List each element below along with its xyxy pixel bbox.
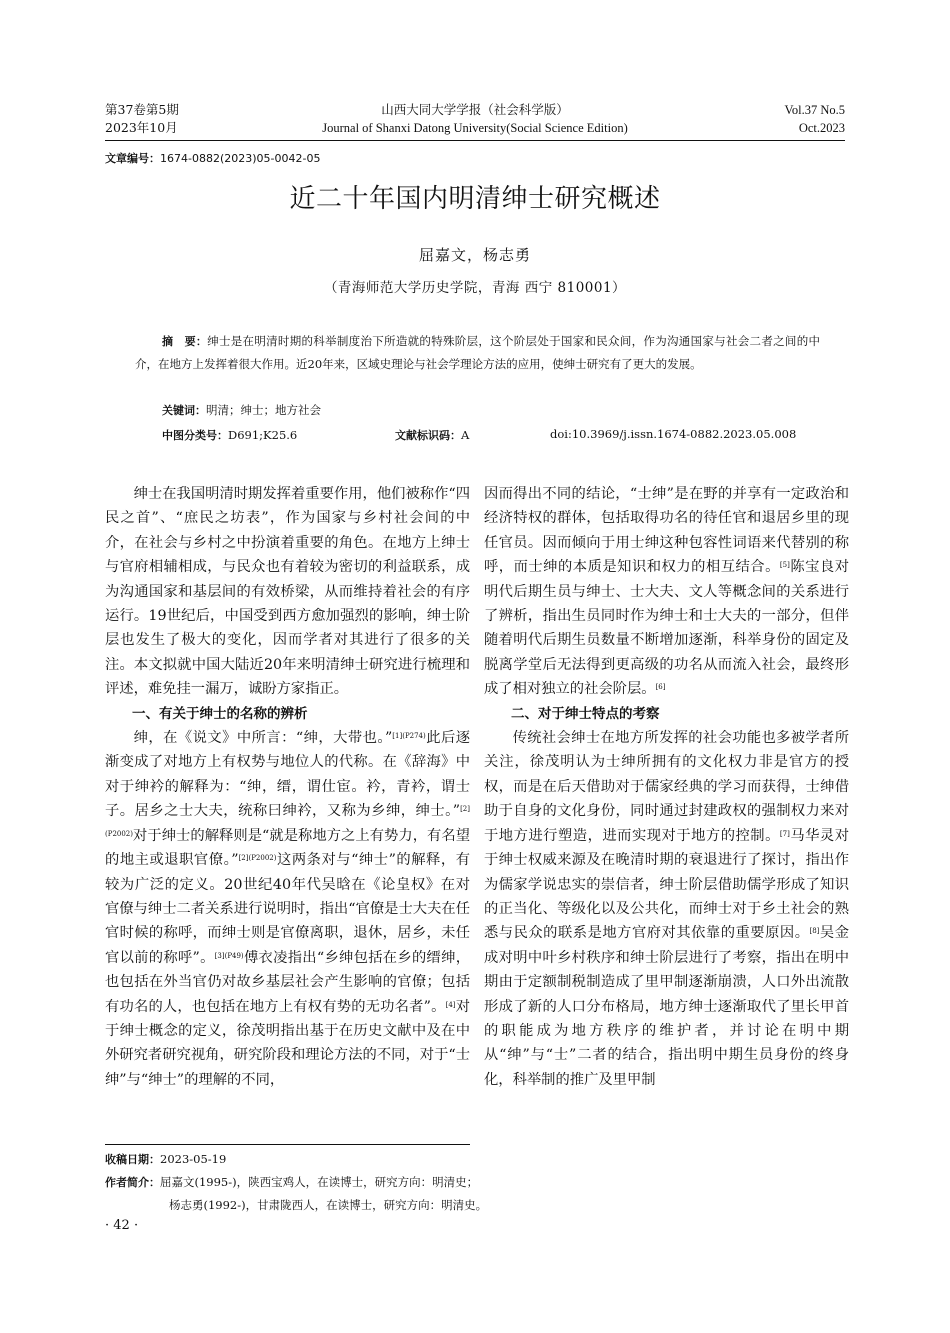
keywords-value: 明清；绅士；地方社会 [206,403,321,417]
citation-ref[interactable]: [6] [655,683,666,692]
bio-line-1: 屈嘉文(1995-)，陕西宝鸡人，在读博士，研究方向：明清史； [160,1175,479,1189]
volume-en: Vol.37 No.5 [784,103,845,117]
paragraph-characteristics [484,726,849,1092]
citation-ref[interactable]: [5] [779,561,790,570]
received-date [105,1148,845,1171]
received-value: 2023-05-19 [160,1152,227,1166]
paragraph-definition [105,726,470,1092]
citation-ref[interactable]: [8] [809,927,820,936]
text-segment: 傅衣凌指出“乡绅包括在乡的缙绅，也包括在外当官仍对故乡基层社会产生影响的官僚；包括有功名的人，也包括在地方上有权有势的无功名者”。 [105,949,470,1015]
section-heading-2: 二、对于绅士特点的考察 [511,705,660,722]
bio-line-2: 杨志勇(1992-)，甘肃陇西人，在读博士，研究方向：明清史。 [169,1198,488,1212]
text-segment: 此后逐渐变成了对地方上有权势与地位人的代称。在《辞海》中对于绅衿的解释为：“绅，缙，谓仕宦。衿，青衿，谓士子。居乡之士大夫，统称曰绅衿，又称为乡绅，绅士。” [105,730,471,820]
abstract-text: 绅士是在明清时期的科举制度治下所造就的特殊阶层，这个阶层处于国家和民众间，作为沟通国家与社会二者之间的中介，在地方上发挥着很大作用。近20年来，区域史理论与社会学理论方法的应用，使绅士研究有了更大的发展。 [135,334,821,371]
journal-cn: 山西大同大学学报（社会科学版） [381,102,569,117]
keywords [162,402,321,418]
text-segment: 对于绅士的解释则是“就是称地方之上有势力，有名望的地主或退职官僚。” [105,827,470,869]
citation-ref[interactable]: [4] [445,1000,456,1009]
document-id-label: 文献标识码： [395,429,461,442]
document-id-value: A [461,428,470,442]
citation-ref[interactable]: [3](P49) [214,951,244,960]
received-label: 收稿日期： [105,1153,160,1166]
paragraph-continued [484,482,849,702]
header-center [300,101,650,137]
clc-value: D691;K25.6 [228,428,298,442]
header-rule [105,140,845,141]
clc-label: 中图分类号： [162,429,228,442]
authors: 屈嘉文，杨志勇 [418,246,531,264]
text-segment: 这两条对与“绅士”的解释，有较为广泛的定义。20世纪40年代吴晗在《论皇权》在对官僚与绅士二者关系进行说明时，指出“官僚是士大夫在任官时候的称呼，而绅士则是官僚离职，退休，居乡，未任官以前的称呼”。 [105,852,470,966]
bio-label: 作者简介： [105,1176,160,1189]
keywords-label: 关键词： [162,404,206,417]
document-id [395,427,469,443]
header-left [105,101,179,137]
citation-ref[interactable]: [1](P274) [392,732,426,741]
text-segment: 绅，在《说文》中所言：“绅，大带也。” [133,730,393,747]
page-number: · 42 · [105,1218,139,1233]
citation-ref[interactable]: [7] [779,829,790,838]
date-cn: 2023年10月 [105,120,178,135]
abstract [135,330,820,376]
footnotes [105,1148,845,1216]
text-segment: 传统社会绅士在地方所发挥的社会功能也多被学者所关注，徐茂明认为士绅所拥有的文化权力非是官方的授权，而是在后天借助对于儒家经典的学习而获得，士绅借助于自身的文化身份，同时通过封建政权的强制权力来对于地方进行塑造，进而实现对于地方的控制。 [484,730,849,844]
citation-ref[interactable]: [2](P2002) [238,854,277,863]
text-segment: 陈宝良对明代后期生员与绅士、士大夫、文人等概念间的关系进行了辨析，指出生员同时作为绅士和士大夫的一部分，但伴随着明代后期生员数量不断增加逐渐，科举身份的固定及脱离学堂后无法得到更高级的功名从而流入社会，最终形成了相对独立的社会阶层。 [484,559,850,698]
paragraph-intro: 绅士在我国明清时期发挥着重要作用，他们被称作“四民之首”、“庶民之坊表”，作为国家与乡村社会间的中介，在社会与乡村之中扮演着重要的角色。在地方上绅士与官府相辅相成，与民众也有着较为密切的利益联系，成为沟通国家和基层间的有效桥梁，从而维持着社会的有序运行。19世纪后，中国受到西方愈加强烈的影响，绅士阶层也发生了极大的变化，因而学者对其进行了很多的关注。本文拟就中国大陆近20年来明清绅士研究进行梳理和评述，难免挂一漏万，诚盼方家指正。 [105,486,470,698]
citation-ref[interactable]: [2](P2002) [105,805,470,838]
article-number-label: 文章编号： [105,152,160,165]
affiliation: （青海师范大学历史学院，青海 西宁 810001） [323,280,627,296]
volume-cn: 第37卷第5期 [105,102,179,117]
author-bio [105,1171,845,1194]
text-segment: 因而得出不同的结论，“士绅”是在野的并享有一定政治和经济特权的群体，包括取得功名的待任官和退居乡里的现任官员。因而倾向于用士绅这种包容性词语来代替别的称呼，而士绅的本质是知识和权力的相互结合。 [484,486,849,576]
text-segment: 马华灵对于绅士权威来源及在晚清时期的衰退进行了探讨，指出作为儒家学说忠实的崇信者，绅士阶层借助儒学形成了知识的正当化、等级化以及公共化，而绅士对于乡土社会的熟悉与民众的联系是地方官府对其依靠的重要原因。 [484,827,850,942]
body-left-column [105,482,470,1092]
article-number [105,150,320,166]
article-number-value: 1674-0882(2023)05-0042-05 [160,152,321,165]
journal-en: Journal of Shanxi Datong University(Social Science Edition) [322,121,628,135]
doi: doi:10.3969/j.issn.1674-0882.2023.05.008 [550,427,797,441]
page-title: 近二十年国内明清绅士研究概述 [289,184,661,214]
date-en: Oct.2023 [798,121,845,135]
header-right [784,101,845,137]
body-right-column [484,482,849,1092]
text-segment: 对于绅士概念的定义，徐茂明指出基于在历史文献中及在中外研究者研究视角，研究阶段和理论方法的不同，对于“士绅”与“绅士”的理解的不同， [105,998,470,1088]
text-segment: 吴金成对明中叶乡村秩序和绅士阶层进行了考察，指出在明中期由于定额制税制造成了里甲制逐渐崩溃，人口外出流散形成了新的人口分布格局，地方绅士逐渐取代了里长甲首的职能成为地方秩序的维护者，并讨论在明中期从“绅”与“士”二者的结合，指出明中期生员身份的终身化，科举制的推广及里甲制 [484,925,850,1088]
abstract-label: 摘 要： [162,335,208,348]
section-heading-1: 一、有关于绅士的名称的辨析 [132,705,308,722]
clc-number [162,427,297,443]
footnote-rule [105,1144,470,1145]
